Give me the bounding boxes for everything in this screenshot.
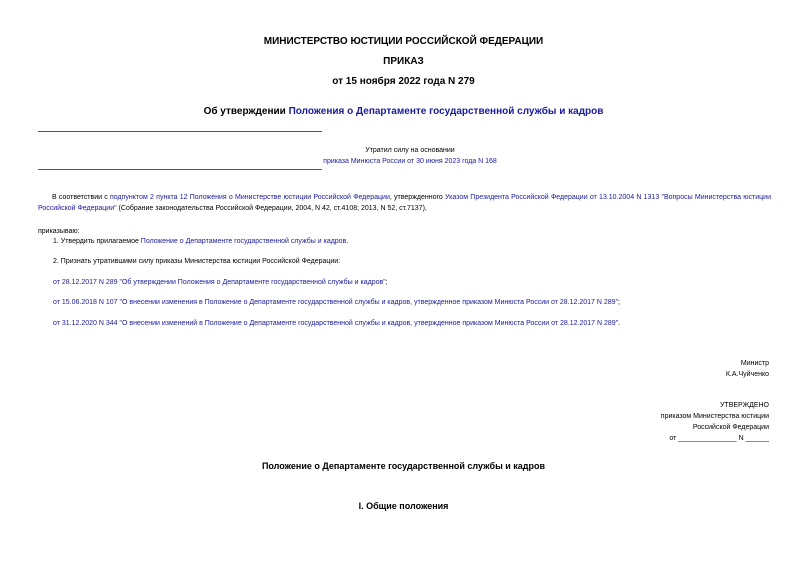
preamble-link-regulation[interactable]: подпунктом 2 пункта 12 Положения о Министерстве юстиции Российской Федерации	[110, 194, 390, 201]
revoked-order-1	[53, 277, 388, 288]
approval-line-2: приказом Министерства юстиции	[660, 413, 769, 420]
item-2: 2. Признать утратившими силу приказы Министерства юстиции Российской Федерации:	[53, 258, 341, 265]
expired-note-text: Утратил силу на основании	[365, 147, 455, 154]
item-1-prefix: 1. Утвердить прилагаемое	[53, 238, 141, 245]
preamble-paragraph	[38, 192, 771, 214]
preamble-text-2: , утвержденного	[389, 194, 446, 201]
revoked-order-3	[53, 318, 620, 329]
signature-name: К.А.Чуйченко	[725, 371, 769, 378]
divider-bottom	[38, 169, 322, 170]
ministry-heading: МИНИСТЕРСТВО ЮСТИЦИИ РОССИЙСКОЙ ФЕДЕРАЦИИ	[263, 36, 544, 47]
preamble-link-decree[interactable]: Указом Президента Российской Федерации от 13.10.2004 N 1313 "Вопросы Министерства юстиции Российской Федерации"	[38, 194, 771, 212]
revoked-order-2-link[interactable]: от 15.06.2018 N 107 "О внесении изменения в Положение о Департаменте государственной службы и кадров, утвержденное приказом Минюста России от 28.12.2017 N 289"	[53, 299, 619, 306]
revoked-order-3-suffix: .	[618, 320, 621, 327]
section-title: I. Общие положения	[358, 501, 449, 511]
approval-line-4: от _______________ N ______	[669, 435, 769, 442]
revoked-order-1-link[interactable]: от 28.12.2017 N 289 "Об утверждении Положения о Департаменте государственной службы и кадров"	[53, 279, 386, 286]
item-1-link[interactable]: Положение о Департаменте государственной службы и кадров	[140, 238, 347, 245]
revoked-order-1-suffix: ;	[385, 279, 388, 286]
order-subject-link[interactable]: Положения о Департаменте государственной службы и кадров	[288, 106, 604, 117]
approval-block	[661, 400, 769, 444]
preamble-text-1: В соответствии с	[52, 194, 111, 201]
signature-block	[726, 358, 769, 380]
preamble-text-3: (Собрание законодательства Российской Федерации, 2004, N 42, ст.4108; 2013, N 52, ст.7137),	[116, 205, 427, 212]
order-subject	[0, 106, 807, 117]
order-subject-prefix: Об утверждении	[203, 106, 289, 117]
item-1	[53, 236, 348, 247]
expired-note	[260, 145, 560, 167]
order-heading: ПРИКАЗ	[383, 56, 424, 67]
revoked-order-3-link[interactable]: от 31.12.2020 N 344 "О внесении изменений в Положение о Департаменте государственной службы и кадров, утвержденное приказом Минюста России от 28.12.2017 N 289"	[53, 320, 619, 327]
decree-word: приказываю:	[38, 228, 80, 235]
revoked-order-2-suffix: ;	[618, 299, 621, 306]
approval-line-1: УТВЕРЖДЕНО	[719, 402, 769, 409]
position-title: Положение о Департаменте государственной службы и кадров	[261, 461, 546, 471]
approval-line-3: Российской Федерации	[692, 424, 769, 431]
divider-top	[38, 131, 322, 132]
order-date: от 15 ноября 2022 года N 279	[332, 76, 475, 87]
expired-note-link[interactable]: приказа Минюста России от 30 июня 2023 года N 168	[323, 158, 497, 165]
item-1-suffix: .	[346, 238, 349, 245]
signature-title: Министр	[740, 360, 769, 367]
revoked-order-2	[53, 297, 620, 308]
